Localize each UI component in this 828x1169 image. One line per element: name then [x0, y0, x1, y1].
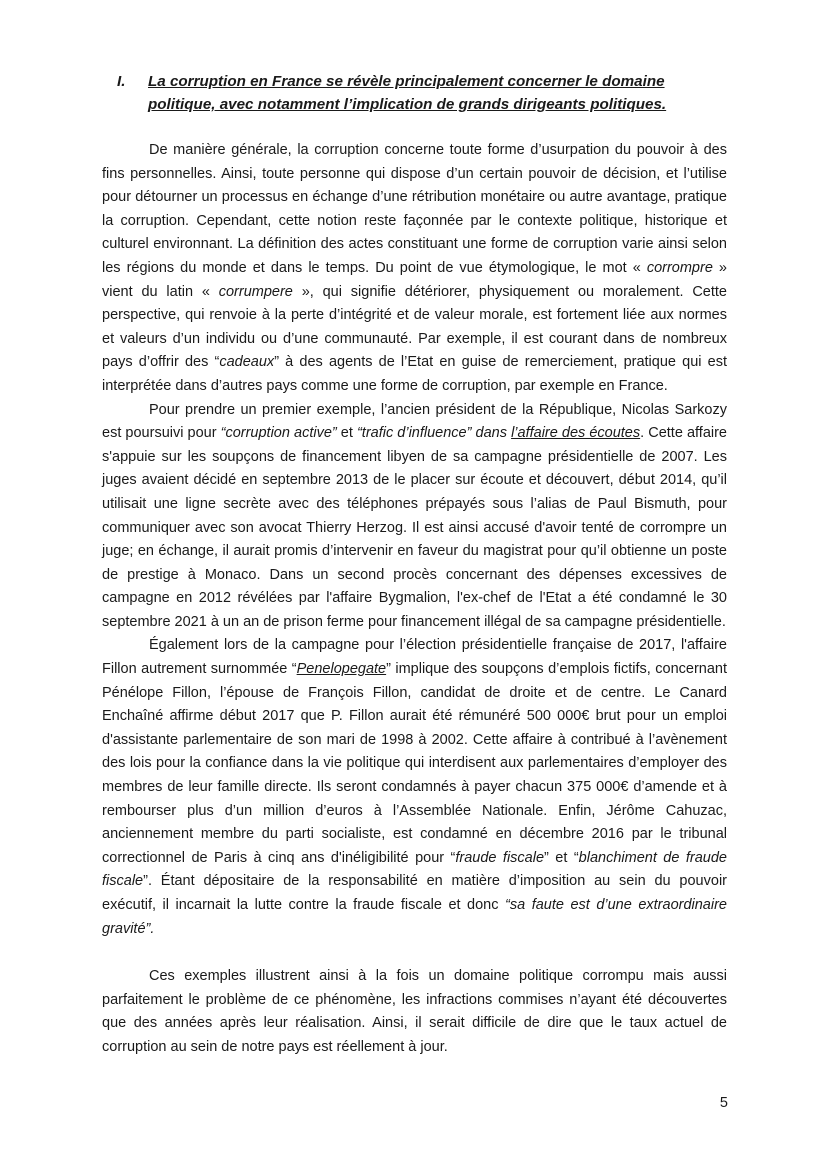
text-segment: » vient du latin «	[102, 259, 727, 300]
text-segment: ” et “	[544, 849, 579, 866]
text-segment: ” implique des soupçons d’emplois fictifs, concernant Pénélope Fillon, l’épouse de François Fillon, candidat de droite et de centre. Le Canard Enchaîné affirme début 2017 que P. Fillon aurait été rémunéré 500 000€ brut pour un emploi d'assistante parlementaire de son mari de 1998 à 2002. Cette affaire à contribué à l’avènement des lois pour la confiance dans la vie politique qui interdisent aux parlementaires d’employer des membres de leur famille directe. Ils seront condamnés à payer chacun 375 000€ d’amende et à rembourser plus d’un million d’euros à l’Assemblée Nationale. Enfin, Jérôme Cahuzac, anciennement membre du parti socialiste, est condamné en décembre 2016 par le tribunal correctionnel de Paris à cinq ans d'inéligibilité pour “	[102, 661, 727, 866]
text-segment: corrompre	[646, 259, 713, 276]
text-segment: Également lors de la campagne pour l’élection présidentielle française de 2017, l'affaire Fillon autrement surnommée “	[102, 637, 727, 678]
text-segment: ” à des agents de l’Etat en guise de remerciement, pratique qui est interprétée dans d’autres pays comme une forme de corruption, par exemple en France.	[102, 354, 727, 394]
text-segment: Ces exemples illustrent ainsi à la fois un domaine politique corrompu mais aussi parfaitement le problème de ce phénomène, les infractions commises n’ayant été découvertes que des années après leur réalisation. Ainsi, il serait difficile de dire que le taux actuel de corruption au sein de notre pays est réellement à jour.	[102, 968, 727, 1055]
paragraph	[102, 634, 727, 941]
text-segment: l’affaire des écoutes	[511, 425, 641, 442]
section-heading	[117, 70, 729, 116]
page-number: 5	[719, 1095, 728, 1111]
text-segment: De manière générale, la corruption concerne toute forme d’usurpation du pouvoir à des fins personnelles. Ainsi, toute personne qui dispose d’un certain pouvoir de décision, et l’utilise pour détourner un processus en échange d’une rétribution monétaire ou autre avantage, pratique la corruption. Cependant, cette notion reste façonnée par le contexte politique, historique et culturel environnant. La définition des actes constituant une forme de corruption varie ainsi selon les régions du monde et dans le temps. Du point de vue étymologique, le mot «	[102, 142, 727, 276]
text-segment: Penelopegate	[296, 661, 387, 678]
text-segment: blanchiment de fraude fiscale	[102, 849, 727, 890]
text-segment: “sa faute est d’une extraordinaire gravité”.	[102, 897, 727, 937]
text-segment: . Cette affaire s'appuie sur les soupçons de financement libyen de sa campagne présidentielle de 2007. Les juges avaient décidé en septembre 2013 de le placer sur écoute et découvert, début 2014, qu’il utilisait une ligne secrète avec des téléphones prépayés sous l’alias de Paul Bismuth, pour communiquer avec son avocat Thierry Herzog. Il est ainsi accusé d'avoir tenté de corrompre un juge; en échange, il aurait promis d’intervenir en faveur du magistrat pour qu’il obtienne un poste de prestige à Monaco. Dans un second procès concernant des dépenses excessives de campagne en 2012 révélées par l'affaire Bygmalion, l'ex-chef de l'Etat a été condamné le 30 septembre 2021 à un an de prison ferme pour financement illégal de sa campagne présidentielle.	[102, 425, 727, 630]
paragraph	[102, 965, 727, 1059]
text-segment: », qui signifie détériorer, physiquement ou moralement. Cette perspective, qui renvoie à la perte d’intégrité et de valeur morale, est fortement liée aux normes et valeurs d’un individu ou d’une communauté. Par exemple, il est courant dans de nombreux pays d’offrir des “	[102, 283, 727, 371]
text-segment: corrumpere	[218, 283, 293, 300]
section-number: I.	[117, 73, 126, 90]
text-segment: fraude fiscale	[455, 849, 545, 866]
text-segment: “corruption active”	[220, 425, 337, 442]
body-text	[102, 139, 727, 1060]
paragraph	[102, 139, 727, 399]
section-title: La corruption en France se révèle principalement concerner le domaine politique, avec notamment l’implication de grands dirigeants politiques.	[148, 73, 667, 113]
text-segment: Pour prendre un premier exemple, l’ancien président de la République, Nicolas Sarkozy est poursuivi pour	[102, 401, 727, 442]
text-segment: “trafic d’influence”	[356, 425, 472, 442]
text-segment: cadeaux	[219, 354, 275, 371]
text-segment: ”. Étant dépositaire de la responsabilité en matière d’imposition au sein du pouvoir exécutif, il incarnait la lutte contre la fraude fiscale et donc	[102, 873, 727, 913]
text-segment: et	[336, 425, 357, 442]
paragraph	[102, 399, 727, 635]
text-segment: dans	[475, 425, 507, 442]
